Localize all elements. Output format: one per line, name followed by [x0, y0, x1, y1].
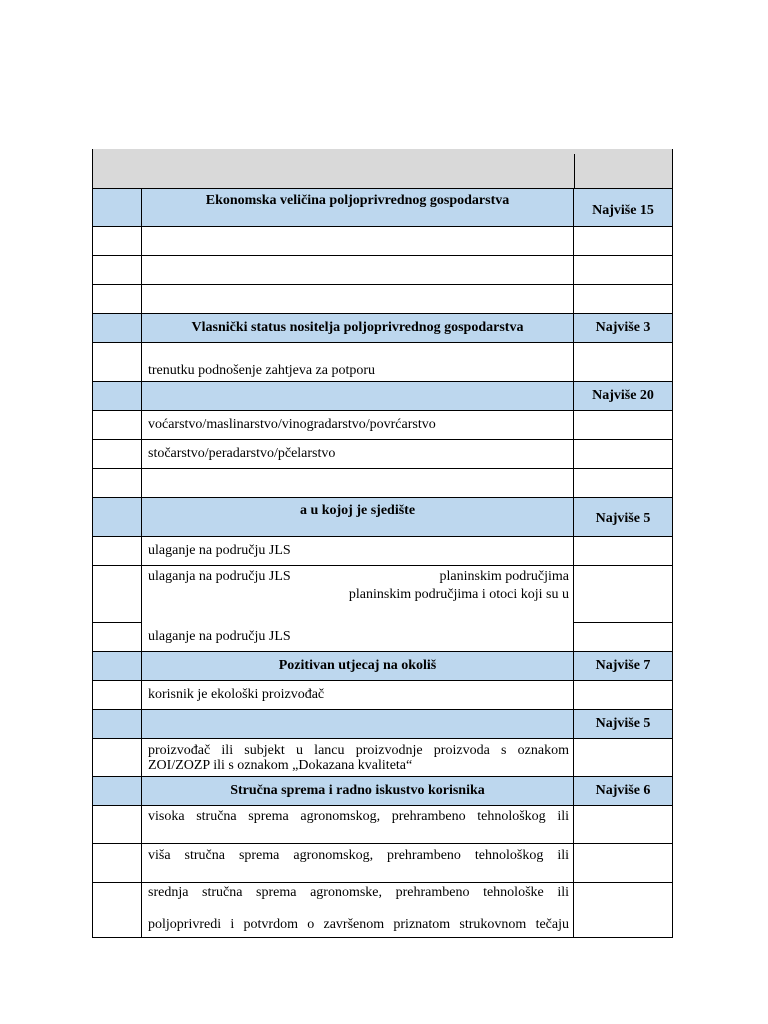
row-text: ulaganje na području JLS [148, 543, 291, 558]
table-row [93, 738, 672, 776]
header-cell-points [574, 154, 672, 188]
section-row-quality [93, 709, 672, 738]
table-row [93, 680, 672, 709]
points-label: Najviše 6 [595, 783, 651, 798]
section-title: Ekonomska veličina poljoprivrednog gospodarstva [205, 193, 510, 208]
table-header-row [93, 149, 672, 188]
table-row [93, 882, 672, 937]
row-text: srednja stručna sprema agronomske, prehrambeno tehnološke ili [148, 885, 569, 900]
section-title: a u kojoj je sjedište [299, 503, 416, 518]
points-label: Najviše 15 [592, 203, 654, 218]
section-title: Stručna sprema i radno iskustvo korisnika [230, 783, 485, 798]
section-row-economic-size [93, 188, 672, 226]
table-row [93, 843, 672, 882]
points-label: Najviše 5 [595, 716, 651, 731]
points-label: Najviše 20 [592, 388, 654, 403]
points-label: Najviše 7 [595, 658, 651, 673]
scoring-table [92, 149, 673, 938]
table-row [93, 439, 672, 468]
row-text: trenutku podnošenje zahtjeva za potporu [148, 363, 376, 378]
table-row [93, 255, 672, 284]
section-row-ownership [93, 313, 672, 342]
section-title: Pozitivan utjecaj na okoliš [278, 658, 437, 673]
table-row [93, 226, 672, 255]
points-label: Najviše 3 [595, 320, 651, 335]
table-row [93, 565, 672, 651]
row-text: planinskim područjima i otoci koji su u [348, 587, 569, 602]
table-row [93, 805, 672, 843]
row-text: stočarstvo/peradarstvo/pčelarstvo [148, 446, 336, 461]
table-row [93, 342, 672, 381]
section-row-education [93, 776, 672, 805]
row-text: ulaganja na području JLS [148, 569, 291, 584]
section-title: Vlasnički status nositelja poljoprivrednog gospodarstva [191, 320, 524, 335]
table-row [93, 284, 672, 313]
row-text: proizvođač ili subjekt u lancu proizvodnje proizvoda s oznakom [148, 743, 569, 758]
points-label: Najviše 5 [595, 511, 651, 526]
row-text: ZOI/ZOZP ili s oznakom „Dokazana kvaliteta“ [148, 758, 413, 773]
row-text: voćarstvo/maslinarstvo/vinogradarstvo/povrćarstvo [148, 417, 436, 432]
section-row-location [93, 497, 672, 536]
row-text: visoka stručna sprema agronomskog, prehrambeno tehnološkog ili [148, 809, 569, 824]
table-row [93, 468, 672, 497]
section-row-production-type [93, 381, 672, 410]
row-text: korisnik je ekološki proizvođač [148, 687, 325, 702]
section-row-environment [93, 651, 672, 680]
row-text: ulaganje na području JLS [148, 629, 291, 644]
row-text: poljoprivredi i potvrdom o završenom priznatom strukovnom tečaju [148, 917, 569, 932]
row-text: planinskim područjima [439, 569, 569, 584]
row-text: viša stručna sprema agronomskog, prehrambeno tehnološkog ili [148, 848, 569, 863]
table-row [93, 536, 672, 565]
table-row [93, 410, 672, 439]
